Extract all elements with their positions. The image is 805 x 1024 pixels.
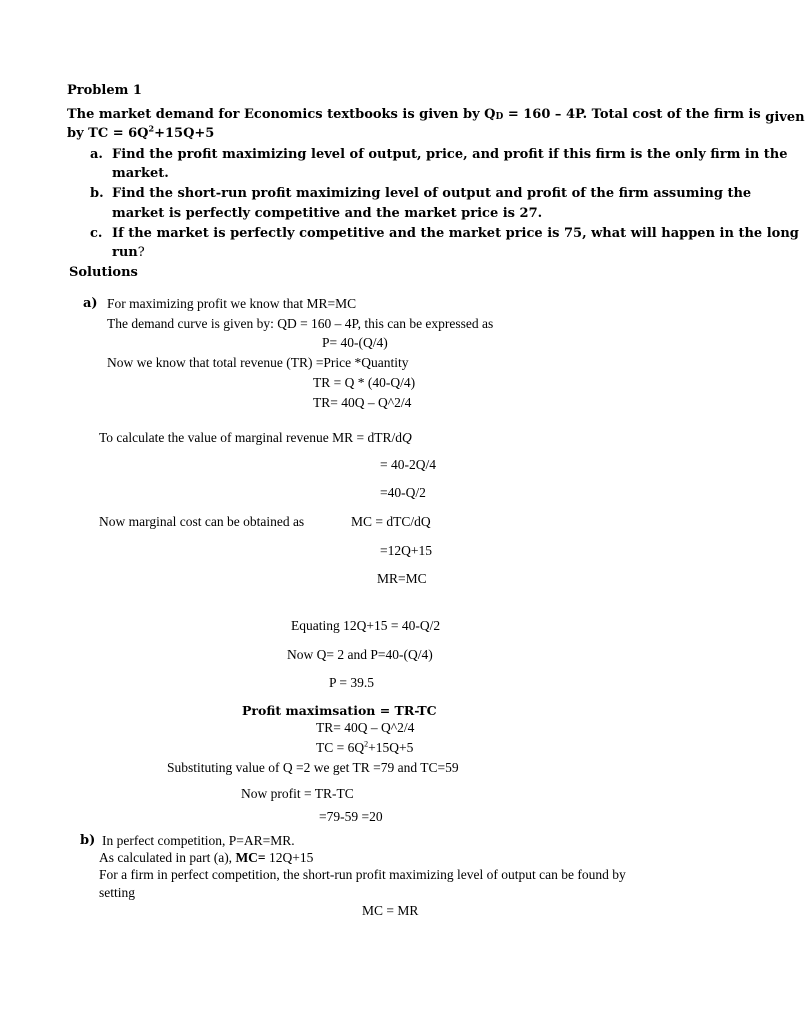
marginal-revenue-text bbox=[99, 430, 412, 446]
question-a-line-2: market. bbox=[112, 166, 169, 181]
equating-text: Equating 12Q+15 = 40-Q/2 bbox=[291, 618, 441, 633]
mc-equation: MC = dTC/dQ bbox=[351, 514, 431, 529]
substitution-text: Substituting value of Q =2 we get TR =79 and TC=59 bbox=[167, 760, 459, 775]
total-revenue-text: Now we know that total revenue (TR) =Price *Quantity bbox=[107, 355, 409, 370]
solution-a-intro: For maximizing profit we know that MR=MC bbox=[107, 296, 357, 311]
question-c-marker: c. bbox=[90, 226, 103, 241]
calc-mc: MC= bbox=[235, 850, 266, 865]
solutions-heading: Solutions bbox=[69, 265, 138, 280]
solution-b-line-4: setting bbox=[99, 885, 135, 900]
statement-text: The market demand for Economics textbooks is given by Q bbox=[67, 107, 496, 122]
mc-equals-mr: MC = MR bbox=[362, 903, 419, 918]
price-equation: P= 40-(Q/4) bbox=[322, 335, 388, 350]
tc-superscript: 2 bbox=[364, 739, 369, 749]
demand-curve-text: The demand curve is given by: QD = 160 – 4P, this can be expressed as bbox=[107, 316, 494, 331]
statement-superscript: 2 bbox=[148, 123, 155, 134]
tr-equation-3: TR= 40Q – Q^2/4 bbox=[316, 720, 415, 735]
problem-statement-line-1 bbox=[67, 107, 805, 123]
statement-text: given bbox=[765, 110, 805, 125]
profit-equation: Now profit = TR-TC bbox=[241, 786, 354, 801]
tr-equation-1: TR = Q * (40-Q/4) bbox=[313, 375, 416, 390]
mr-text-q: Q bbox=[401, 430, 412, 445]
question-a-marker: a. bbox=[90, 147, 103, 162]
solution-b-line-3: For a firm in perfect competition, the short-run profit maximizing level of output can be found by bbox=[99, 867, 626, 882]
solution-b-calc bbox=[99, 850, 313, 866]
tr-equation-2: TR= 40Q – Q^2/4 bbox=[313, 395, 412, 410]
question-b-line-2: market is perfectly competitive and the market price is 27. bbox=[112, 206, 543, 221]
calc-value: 12Q+15 bbox=[265, 850, 314, 865]
problem-heading: Problem 1 bbox=[67, 83, 142, 98]
mr-equation-2: =40-Q/2 bbox=[380, 485, 426, 500]
price-value: P = 39.5 bbox=[329, 675, 374, 690]
question-c-mark: ? bbox=[137, 245, 145, 260]
statement-text: by TC = 6Q bbox=[67, 126, 149, 141]
statement-text: +15Q+5 bbox=[154, 126, 215, 141]
solution-b-intro: In perfect competition, P=AR=MR. bbox=[102, 833, 295, 848]
mc-equation-2: =12Q+15 bbox=[380, 543, 432, 558]
marginal-cost-text: Now marginal cost can be obtained as bbox=[99, 514, 305, 529]
solution-a-marker: a) bbox=[83, 296, 98, 311]
q-and-p-text: Now Q= 2 and P=40-(Q/4) bbox=[287, 647, 433, 662]
mr-equals-mc: MR=MC bbox=[377, 571, 427, 586]
statement-text: = 160 – 4P. Total cost of the firm is bbox=[503, 107, 766, 122]
solution-b-marker: b) bbox=[80, 833, 96, 848]
problem-statement-line-2 bbox=[67, 123, 215, 142]
question-b-marker: b. bbox=[90, 186, 104, 201]
question-c-line-2 bbox=[112, 245, 145, 261]
calc-text: As calculated in part (a), bbox=[99, 850, 236, 865]
tc-text: +15Q+5 bbox=[368, 740, 414, 755]
question-c-line-1: If the market is perfectly competitive and the market price is 75, what will happen in the long bbox=[112, 226, 799, 241]
statement-subscript: D bbox=[495, 112, 504, 122]
tc-text: TC = 6Q bbox=[316, 740, 365, 755]
question-c-text: run bbox=[112, 245, 138, 260]
question-a-line-1: Find the profit maximizing level of output, price, and profit if this firm is the only firm in the bbox=[112, 147, 788, 162]
profit-maximisation-heading: Profit maximsation = TR-TC bbox=[242, 703, 437, 718]
mr-equation-1: = 40-2Q/4 bbox=[380, 457, 436, 472]
mr-text: To calculate the value of marginal revenue MR = dTR/d bbox=[99, 430, 402, 445]
question-b-line-1: Find the short-run profit maximizing level of output and profit of the firm assuming the bbox=[112, 186, 752, 201]
tc-equation bbox=[316, 740, 413, 756]
profit-value: =79-59 =20 bbox=[319, 809, 383, 824]
